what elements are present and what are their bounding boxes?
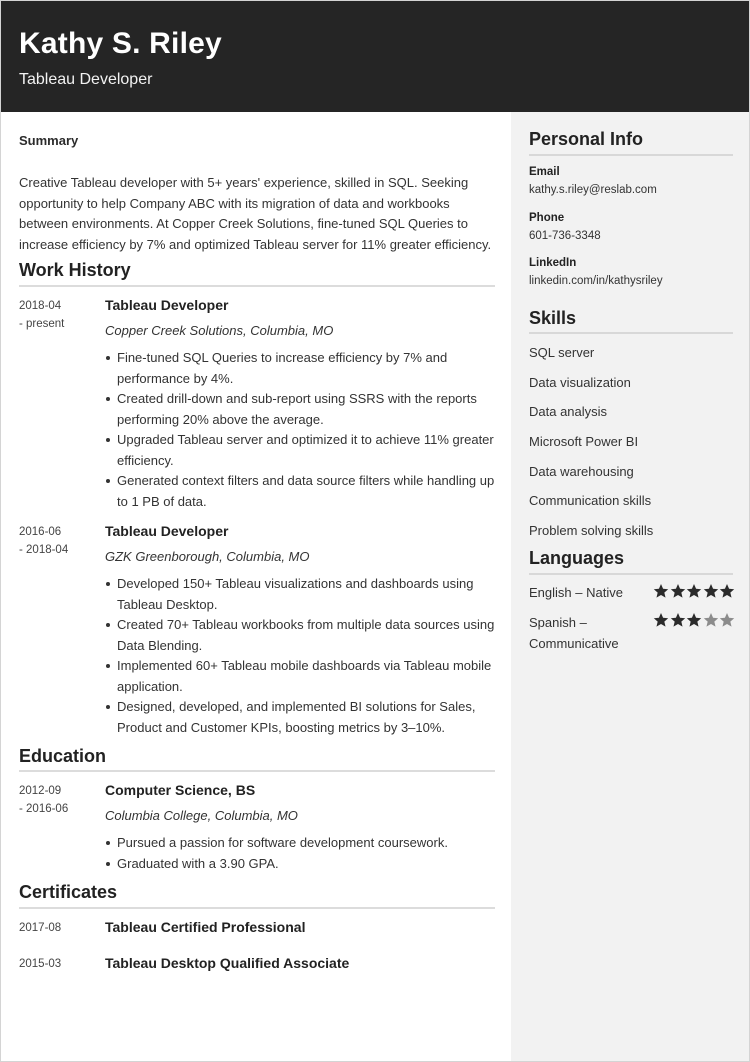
summary-text: Creative Tableau developer with 5+ years' experience, skilled in SQL. Seeking opportunity to help Company ABC with its migration of data and workbooks between environments. At Copper Creek Solutions, fine-tuned SQL Queries to increase efficiency by 7% and optimized Tableau server for 11% greater efficiency.: [19, 175, 492, 252]
job-date-end: - present: [19, 318, 65, 330]
job-bullet: Created 70+ Tableau workbooks from multiple data sources using Data Blending.: [105, 615, 495, 656]
education-divider: [19, 770, 495, 772]
language-label: English – Native: [529, 585, 623, 600]
star-filled-icon: [719, 583, 735, 599]
skills-heading: Skills: [529, 308, 577, 328]
email-value[interactable]: kathy.s.riley@reslab.com: [529, 184, 657, 196]
job-bullet: Created drill-down and sub-report using SSRS with the reports performing 20% above the average.: [105, 389, 495, 430]
email-label: Email: [529, 166, 560, 178]
summary-label: Summary: [19, 133, 79, 148]
education-school: Columbia College, Columbia, MO: [105, 808, 298, 823]
resume-header: [1, 1, 750, 112]
personal-info-divider: [529, 154, 733, 156]
certificate-name: Tableau Desktop Qualified Associate: [105, 955, 350, 971]
job-bullets: [105, 348, 495, 512]
job-title: Tableau Developer: [105, 523, 229, 539]
job-bullet: Fine-tuned SQL Queries to increase efficiency by 7% and performance by 4%.: [105, 348, 495, 389]
sidebar: [511, 112, 750, 1062]
certificate-date: 2015-03: [19, 958, 62, 970]
star-empty-icon: [703, 612, 719, 628]
education-degree: Computer Science, BS: [105, 782, 256, 798]
job-date-end: - 2018-04: [19, 544, 69, 556]
skill-item: Data visualization: [529, 375, 631, 390]
certificate-date: 2017-08: [19, 922, 62, 934]
education-bullets: [105, 833, 495, 874]
candidate-title: Tableau Developer: [19, 71, 153, 88]
star-filled-icon: [653, 612, 669, 628]
linkedin-label: LinkedIn: [529, 257, 577, 269]
candidate-name: Kathy S. Riley: [19, 27, 222, 60]
star-filled-icon: [670, 583, 686, 599]
certificates-heading: Certificates: [19, 882, 118, 902]
education-date-end: - 2016-06: [19, 803, 69, 815]
work-history-divider: [19, 285, 495, 287]
language-rating: [653, 612, 736, 628]
star-filled-icon: [703, 583, 719, 599]
job-bullet: Generated context filters and data source filters while handling up to 1 PB of data.: [105, 471, 495, 512]
work-history-heading: Work History: [19, 260, 131, 280]
languages-heading: Languages: [529, 548, 625, 568]
education-bullet: Graduated with a 3.90 GPA.: [105, 854, 495, 875]
skill-item: Data warehousing: [529, 464, 634, 479]
phone-label: Phone: [529, 212, 565, 224]
job-bullet: Implemented 60+ Tableau mobile dashboards via Tableau mobile application.: [105, 656, 495, 697]
personal-info-heading: Personal Info: [529, 129, 644, 149]
job-company: GZK Greenborough, Columbia, MO: [105, 549, 310, 564]
language-label: Spanish – Communicative: [529, 615, 619, 651]
certificate-name: Tableau Certified Professional: [105, 919, 306, 935]
star-filled-icon: [686, 583, 702, 599]
star-filled-icon: [653, 583, 669, 599]
job-date-start: 2016-06: [19, 526, 62, 538]
skill-item: Microsoft Power BI: [529, 434, 639, 449]
job-title: Tableau Developer: [105, 297, 229, 313]
skill-item: SQL server: [529, 345, 595, 360]
skill-item: Communication skills: [529, 493, 652, 508]
star-filled-icon: [670, 612, 686, 628]
skill-item: Data analysis: [529, 404, 608, 419]
education-date-start: 2012-09: [19, 785, 62, 797]
certificates-divider: [19, 907, 495, 909]
languages-divider: [529, 573, 733, 575]
phone-value[interactable]: 601-736-3348: [529, 230, 601, 242]
job-bullet: Upgraded Tableau server and optimized it to achieve 11% greater efficiency.: [105, 430, 495, 471]
job-company: Copper Creek Solutions, Columbia, MO: [105, 323, 334, 338]
star-filled-icon: [686, 612, 702, 628]
job-bullet: Developed 150+ Tableau visualizations and dashboards using Tableau Desktop.: [105, 574, 495, 615]
star-empty-icon: [719, 612, 735, 628]
job-date-start: 2018-04: [19, 300, 62, 312]
job-bullet: Designed, developed, and implemented BI solutions for Sales, Product and Customer KPIs, boosting metrics by 3–10%.: [105, 697, 495, 738]
linkedin-value[interactable]: linkedin.com/in/kathysriley: [529, 275, 663, 287]
education-bullet: Pursued a passion for software development coursework.: [105, 833, 495, 854]
job-bullets: [105, 574, 495, 738]
education-heading: Education: [19, 746, 107, 766]
language-rating: [653, 583, 736, 599]
skills-divider: [529, 332, 733, 334]
skill-item: Problem solving skills: [529, 523, 654, 538]
